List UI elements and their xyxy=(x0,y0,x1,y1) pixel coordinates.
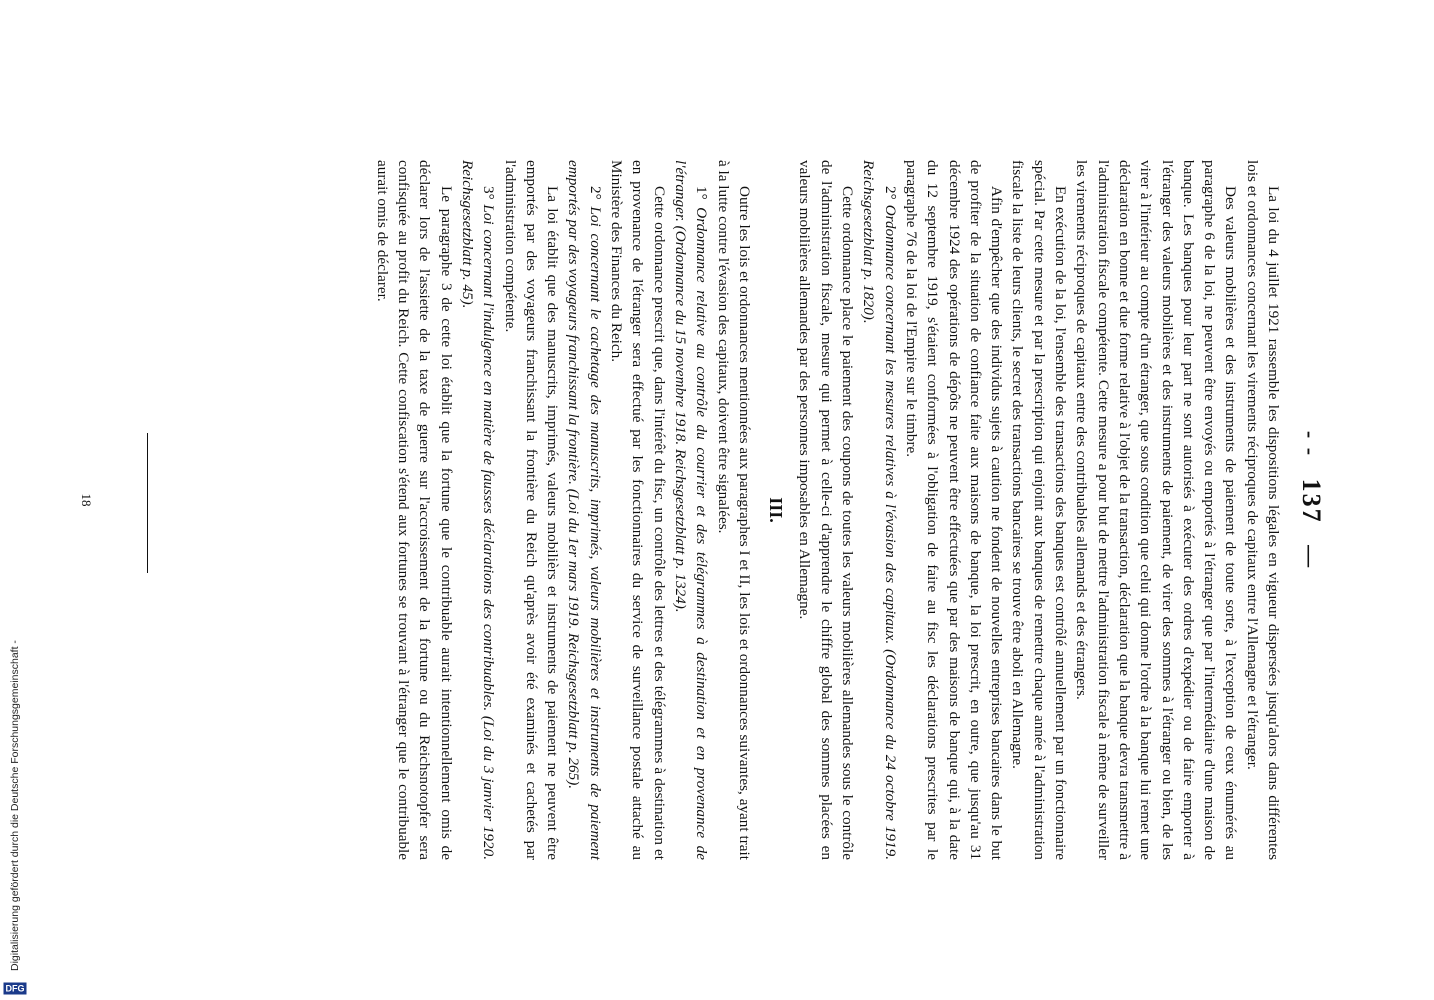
paragraph xyxy=(794,160,858,860)
paragraph xyxy=(901,160,1007,860)
paragraph xyxy=(1071,160,1241,860)
paragraph-text: 2° xyxy=(881,186,899,205)
paragraph-text: Cette ordonnance place le paiement des coupons de toutes les valeurs mobilières allemandes sous le contrôle de l'administration fiscale, mesure qui permet à celle-ci d'apprendre le chiffre global des sommes placées en valeurs mobilières allemandes par des personnes imposables en Allemagne. xyxy=(796,160,857,860)
paragraph-text: Cette ordonnance prescrit que, dans l'intérêt du fisc, un contrôle des lettres et des télégrammes à destination et en provenance de l'étranger sera effectué par les fonctionnaires du service de surveillance postale attaché au Ministère des Finances du Reich. xyxy=(608,160,668,860)
italic-citation: Ordonnance relative au contrôle du courrier et des télégrammes à destination et en provenance de l'étranger. (Ordonnance du 15 novembre 1918. Reichsgesetzblatt p. 1324). xyxy=(671,160,711,860)
footer-band xyxy=(0,0,30,1000)
section-rule xyxy=(147,433,148,573)
paragraph xyxy=(712,160,755,860)
page-header xyxy=(1296,0,1326,1000)
header-dash-right: — xyxy=(1298,545,1323,570)
paragraph-text: En exécution de la loi, l'ensemble des transactions des banques est contrôlé annuellement par un fonctionnaire spécial. Par cette mesure et par la prescription qui enjoint aux banques de remettre chaque année à l'administration fiscale la liste de leurs clients, le secret des transactions bancaires se trouve être aboli en Allemagne. xyxy=(1009,160,1070,860)
italic-citation: Loi concernant le cachetage des manuscrits, imprimés, valeurs mobilières et instruments de paiement emportés par des voyageurs franchissant la frontière. (Loi du 1er mars 1919. Reichsgesetzblatt p. 265). xyxy=(565,160,604,860)
paragraph-text: La loi établit que des manuscrits, imprimés, valeurs mobilièrs et instruments de paiement ne peuvent être emportés par des voyageurs franchissant la frontière du Reich qu'après avoir été examinés et cachetés par l'administration compétente. xyxy=(501,160,562,860)
paragraph xyxy=(1241,160,1284,860)
section-heading: III. xyxy=(766,497,787,523)
paragraph-text: Des valeurs mobilières et des instruments de paiement de toute sorte, à l'exception de ceux énumérés au paragraphe 6 de la loi, ne peuvent être envoyés ou emportés à l'étranger que par l'intermédiaire d'une maison de banque. Les banques pour leur part ne sont autorisés à exécuter des ordres d'expédier ou de faire emporter à l'étranger des valeurs mobilières et des instruments de paiement, de virer des sommes à l'étranger ou bien, de les virer à l'intérieur au compte d'un étranger, que sous condition que celui qui donne l'ordre à la banque lui remet une déclaration en bonne et due forme relative à l'objet de la transaction, déclaration que la banque devra transmettre à l'administration fiscale compétente. Cette mesure a pour but de mettre l'administration fiscale à même de surveiller les virements réciproques de capitaux entre des contribuables allemands et des étrangers. xyxy=(1073,160,1240,860)
italic-citation: Ordonnance concernant les mesures relatives à l'évasion des capitaux. (Ordonnance du 24 octobre 1919. Reichsgesetzblatt p. 1820). xyxy=(860,160,899,860)
paragraph xyxy=(499,160,563,860)
paragraph xyxy=(858,160,901,860)
paragraph xyxy=(1007,160,1071,860)
dfg-logo: DFG xyxy=(5,983,25,994)
paragraph-text: Le paragraphe 3 de cette loi établit que la fortune que le contribuable aurait intentionnellement omis de déclarer lors de l'assiette de la taxe de guerre sur l'accroissement de la fortune ou du Reichsnotopfer sera confisquée au profit du Reich. Cette confiscation s'étend aux fortunes se trouvant à l'étranger que le contribuable aurait omis de déclarer. xyxy=(373,160,455,860)
page-number-bottom: 18 xyxy=(79,493,94,507)
paragraph-text: 2° xyxy=(586,186,604,207)
paragraph xyxy=(457,160,500,860)
paragraph xyxy=(606,160,670,860)
digitization-credit: Digitalisierung gefördert durch die Deutsche Forschungsgemeinschaft - xyxy=(9,640,21,971)
paragraph-text: Outre les lois et ordonnances mentionnées aux paragraphes I et II, les lois et ordonnances suivantes, ayant trait à la lutte contre l'évasion des capitaux, doivent être signalées. xyxy=(714,160,753,860)
paragraph-text: La loi du 4 juillet 1921 rassemble les dispositions légales en vigueur dispersées jusqu'alors dans différentes lois et ordonnances concernant les virements réciproques de capitaux entre l'Allemagne et l'étranger. xyxy=(1243,160,1282,860)
paragraph-text: Afin d'empêcher que des individus sujets à caution ne fondent de nouvelles entreprises bancaires dans le but de profiter de la situation de confiance faite aux maisons de banque, la loi prescrit, en outre, que jusqu'au 31 décembre 1924 des opérations de dépôts ne peuvent être effectuées que par des maisons de banque qui, à la date du 12 septembre 1919, s'étaient conformées à l'obligation de faire au fisc les déclarations prescrites par le paragraphe 76 de la loi de l'Empire sur le timbre. xyxy=(902,160,1006,860)
document-body xyxy=(372,160,1284,860)
italic-citation: Loi concernant l'indulgence en matière de fausses déclarations des contribuables. (Loi du 3 janvier 1920. Reichsgesetzblatt p. 45). xyxy=(459,160,498,861)
paragraph xyxy=(670,160,713,860)
header-page-number: 137 xyxy=(1297,478,1326,524)
paragraph xyxy=(372,160,457,860)
paragraph-text: 3° xyxy=(480,186,498,205)
paragraph xyxy=(563,160,606,860)
header-dash-left: - - xyxy=(1298,430,1323,458)
paragraph-text: 1° xyxy=(693,186,711,208)
